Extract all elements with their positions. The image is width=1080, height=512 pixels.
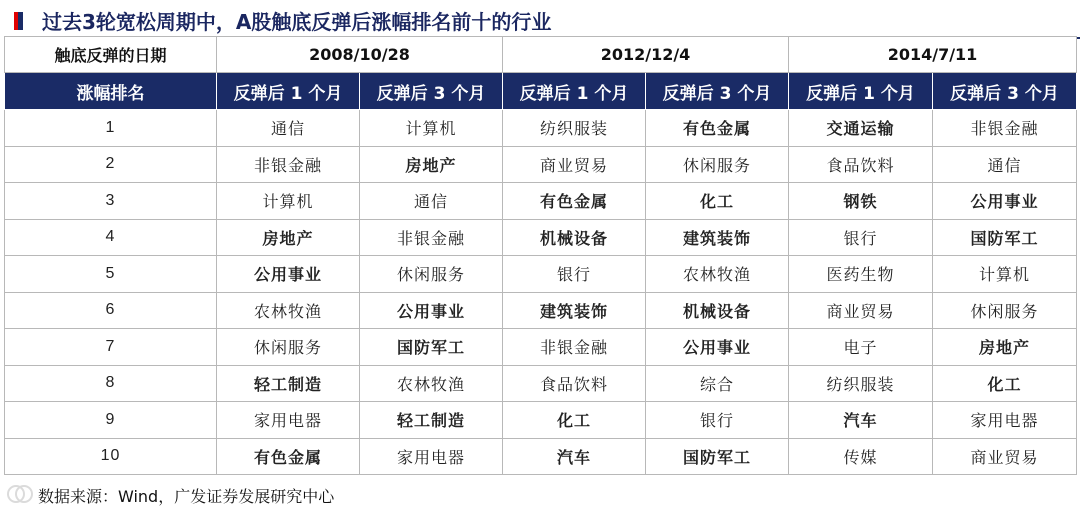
industry-cell: 家用电器 [360,438,503,475]
industry-cell: 纺织服装 [789,365,933,402]
industry-cell: 传媒 [789,438,933,475]
date-header: 2008/10/28 [217,37,503,73]
industry-cell: 商业贸易 [503,146,646,183]
source-note: 数据来源：Wind，广发证券发展研究中心 [38,487,335,506]
period-header: 反弹后 3 个月 [646,73,789,110]
period-header: 反弹后 1 个月 [217,73,360,110]
industry-cell-highlighted: 交通运输 [789,110,933,147]
industry-cell-highlighted: 有色金属 [217,438,360,475]
industry-cell: 食品饮料 [503,365,646,402]
rank-cell: 5 [5,256,217,293]
industry-cell-highlighted: 建筑装饰 [646,219,789,256]
industry-cell: 农林牧渔 [646,256,789,293]
table-row [5,183,1077,220]
industry-cell-highlighted: 化工 [933,365,1077,402]
industry-cell-highlighted: 汽车 [789,402,933,439]
industry-cell: 银行 [503,256,646,293]
table-row [5,292,1077,329]
industry-cell-highlighted: 公用事业 [360,292,503,329]
industry-cell: 医药生物 [789,256,933,293]
table-row [5,402,1077,439]
industry-ranking-table [4,36,1077,475]
industry-cell-highlighted: 有色金属 [646,110,789,147]
industry-cell: 商业贸易 [789,292,933,329]
industry-cell-highlighted: 钢铁 [789,183,933,220]
industry-cell: 通信 [360,183,503,220]
rank-cell: 10 [5,438,217,475]
table-body [5,110,1077,475]
rank-header: 涨幅排名 [5,73,217,110]
industry-cell: 非银金融 [933,110,1077,147]
period-header: 反弹后 3 个月 [360,73,503,110]
industry-cell-highlighted: 轻工制造 [217,365,360,402]
industry-cell-highlighted: 汽车 [503,438,646,475]
date-header: 2014/7/11 [789,37,1077,73]
industry-cell: 农林牧渔 [217,292,360,329]
industry-cell-highlighted: 房地产 [360,146,503,183]
table-row [5,110,1077,147]
industry-cell-highlighted: 房地产 [217,219,360,256]
industry-cell: 休闲服务 [646,146,789,183]
period-header-row [5,73,1077,110]
industry-cell: 纺织服装 [503,110,646,147]
industry-cell: 非银金融 [503,329,646,366]
industry-cell: 银行 [646,402,789,439]
industry-cell-highlighted: 化工 [503,402,646,439]
industry-cell-highlighted: 国防军工 [360,329,503,366]
industry-cell-highlighted: 公用事业 [646,329,789,366]
industry-cell: 食品饮料 [789,146,933,183]
industry-cell-highlighted: 房地产 [933,329,1077,366]
industry-cell-highlighted: 建筑装饰 [503,292,646,329]
period-header: 反弹后 3 个月 [933,73,1077,110]
industry-cell-highlighted: 公用事业 [217,256,360,293]
table-row [5,219,1077,256]
date-header: 2012/12/4 [503,37,789,73]
rank-cell: 3 [5,183,217,220]
title-bar [14,4,1074,34]
industry-cell-highlighted: 国防军工 [933,219,1077,256]
industry-cell: 商业贸易 [933,438,1077,475]
industry-cell-highlighted: 公用事业 [933,183,1077,220]
industry-cell-highlighted: 机械设备 [503,219,646,256]
industry-cell: 计算机 [933,256,1077,293]
table-row [5,438,1077,475]
page-title: 过去3轮宽松周期中，A股触底反弹后涨幅排名前十的行业 [42,10,552,34]
industry-cell: 非银金融 [217,146,360,183]
industry-cell: 计算机 [360,110,503,147]
industry-cell: 家用电器 [217,402,360,439]
period-header: 反弹后 1 个月 [503,73,646,110]
rank-cell: 4 [5,219,217,256]
industry-cell: 通信 [933,146,1077,183]
industry-cell: 非银金融 [360,219,503,256]
rank-cell: 6 [5,292,217,329]
rank-cell: 7 [5,329,217,366]
period-header: 反弹后 1 个月 [789,73,933,110]
industry-cell: 休闲服务 [933,292,1077,329]
industry-cell: 银行 [789,219,933,256]
table-row [5,256,1077,293]
table-row [5,329,1077,366]
industry-cell: 电子 [789,329,933,366]
industry-cell: 农林牧渔 [360,365,503,402]
industry-cell: 通信 [217,110,360,147]
rank-cell: 1 [5,110,217,147]
rank-cell: 8 [5,365,217,402]
rank-cell: 2 [5,146,217,183]
industry-cell: 综合 [646,365,789,402]
industry-cell: 计算机 [217,183,360,220]
industry-cell: 休闲服务 [217,329,360,366]
industry-cell: 家用电器 [933,402,1077,439]
date-header-row [5,37,1077,73]
industry-cell: 休闲服务 [360,256,503,293]
industry-cell-highlighted: 机械设备 [646,292,789,329]
industry-cell-highlighted: 化工 [646,183,789,220]
watermark-logo-icon [6,482,34,506]
table-row [5,365,1077,402]
rank-cell: 9 [5,402,217,439]
industry-cell-highlighted: 轻工制造 [360,402,503,439]
industry-cell-highlighted: 有色金属 [503,183,646,220]
corner-label: 触底反弹的日期 [5,37,217,73]
title-marker-icon [14,12,23,30]
industry-cell-highlighted: 国防军工 [646,438,789,475]
table-row [5,146,1077,183]
